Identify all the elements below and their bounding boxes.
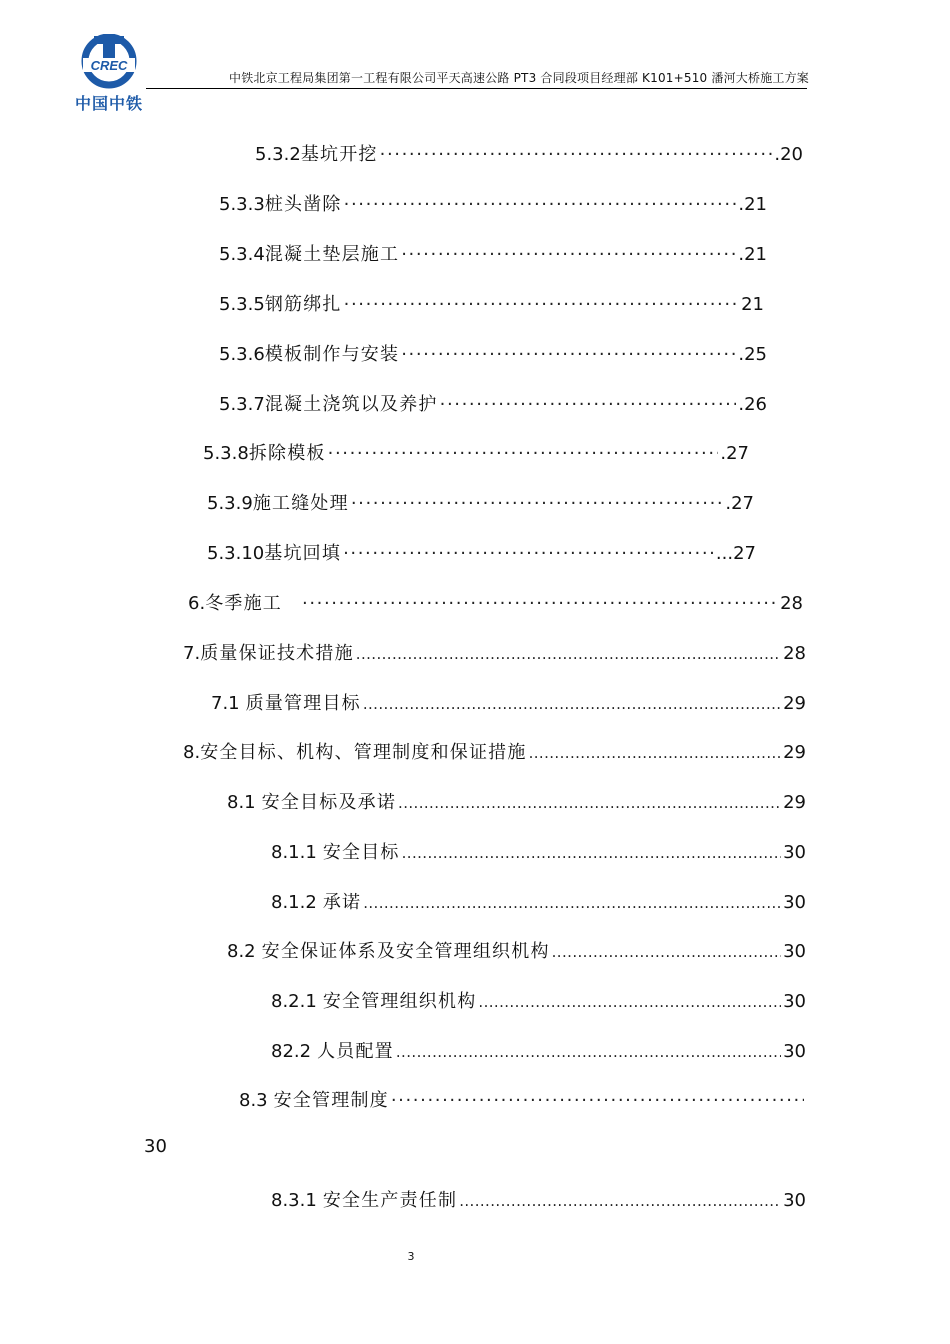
toc-entry[interactable]: [207, 489, 754, 515]
toc-wrapped-page: 30: [144, 1136, 167, 1157]
toc-entry[interactable]: [227, 788, 806, 814]
toc-entry[interactable]: [188, 589, 803, 615]
toc-title: 混凝土浇筑以及养护: [264, 394, 438, 415]
toc-leader: [440, 394, 737, 415]
toc-title: 安全生产责任制: [322, 1190, 458, 1211]
toc-title: 基坑开挖: [300, 144, 378, 165]
logo-text: 中国中铁: [74, 94, 143, 113]
toc-leader: [356, 643, 781, 664]
toc-number: 8.2: [227, 941, 256, 962]
toc-leader: [302, 593, 778, 614]
toc-leader: [343, 543, 714, 564]
toc-page: 21: [741, 294, 764, 315]
toc-leader: [328, 443, 719, 464]
toc-entry[interactable]: [183, 738, 806, 764]
toc-number: 8.3: [239, 1090, 268, 1111]
toc-page: 30: [783, 892, 806, 913]
header-title: 中铁北京工程局集团第一工程有限公司平天高速公路 PT3 合同段项目经理部 K101+510 潘河大桥施工方案: [229, 71, 809, 85]
toc-title: 基坑回填: [264, 543, 342, 564]
toc-entry[interactable]: [219, 390, 767, 416]
toc-page: 30: [783, 941, 806, 962]
toc-number: 8.1.2: [271, 892, 317, 913]
toc-number: 8.1: [227, 792, 256, 813]
toc-number: 8.: [183, 742, 201, 763]
toc-entry[interactable]: [255, 140, 803, 166]
toc-entry[interactable]: [271, 987, 806, 1013]
toc-number: 5.3.5: [219, 294, 265, 315]
toc-leader: [402, 842, 781, 863]
toc-number: 5.3.7: [219, 394, 265, 415]
toc-leader: [344, 194, 737, 215]
toc-title: 钢筋绑扎: [264, 294, 342, 315]
toc-entry[interactable]: [239, 1086, 806, 1112]
toc-number: 7.: [183, 643, 201, 664]
toc-leader: [398, 792, 781, 813]
toc-page: 30: [783, 1041, 806, 1062]
svg-text:CREC: CREC: [90, 58, 128, 73]
toc-entry[interactable]: [271, 838, 806, 864]
toc-entry[interactable]: [219, 290, 764, 316]
toc-entry[interactable]: [271, 888, 806, 914]
toc-number: 5.3.6: [219, 344, 265, 365]
toc-number: 5.3.3: [219, 194, 265, 215]
toc-leader: [391, 1090, 804, 1111]
company-logo: [66, 34, 152, 114]
toc-entry[interactable]: [219, 340, 767, 366]
toc-entry[interactable]: [227, 937, 806, 963]
toc-number: 6.: [188, 593, 206, 614]
toc-title: 人员配置: [317, 1041, 394, 1062]
toc-leader: [396, 1041, 781, 1062]
toc-title: 桩头凿除: [264, 194, 342, 215]
toc-leader: [529, 742, 782, 763]
toc-page: .27: [720, 443, 749, 464]
toc-page: 29: [783, 693, 806, 714]
toc-page: .27: [725, 493, 754, 514]
toc-title: 施工缝处理: [252, 493, 349, 514]
toc-number: 5.3.2: [255, 144, 301, 165]
toc-title: 安全目标及承诺: [261, 792, 397, 813]
toc-number: 5.3.4: [219, 244, 265, 265]
toc-leader: [380, 144, 773, 165]
toc-title: 安全管理组织机构: [322, 991, 477, 1012]
toc-page: .21: [738, 244, 767, 265]
toc-page: 28: [780, 593, 803, 614]
toc-title: 承诺: [322, 892, 362, 913]
toc-title: 冬季施工: [205, 593, 282, 614]
toc-leader: [401, 244, 736, 265]
toc-number: 8.3.1: [271, 1190, 317, 1211]
toc-entry[interactable]: [219, 240, 767, 266]
toc-title: 模板制作与安装: [264, 344, 400, 365]
toc-number: 8.2.1: [271, 991, 317, 1012]
toc-page: 30: [783, 1190, 806, 1211]
toc-entry[interactable]: [271, 1186, 806, 1212]
toc-number: 8.1.1: [271, 842, 317, 863]
toc-title: 质量管理目标: [245, 693, 361, 714]
toc-number: 82.2: [271, 1041, 312, 1062]
toc-page: 30: [783, 842, 806, 863]
toc-leader: [363, 693, 781, 714]
toc-entry[interactable]: [219, 190, 767, 216]
toc-entry[interactable]: [211, 689, 806, 715]
toc-page: 29: [783, 792, 806, 813]
toc-number: 7.1: [211, 693, 240, 714]
toc-title: 拆除模板: [248, 443, 326, 464]
toc-page: .26: [738, 394, 767, 415]
toc-title: 质量保证技术措施: [200, 643, 354, 664]
toc-leader: [401, 344, 736, 365]
toc-entry[interactable]: [183, 639, 806, 665]
toc-number: 5.3.9: [207, 493, 253, 514]
toc-page: .21: [738, 194, 767, 215]
toc-title: 安全目标: [322, 842, 400, 863]
toc-leader: [351, 493, 724, 514]
toc-leader: [363, 892, 781, 913]
toc-entry[interactable]: [203, 439, 749, 465]
toc-entry[interactable]: [207, 539, 756, 565]
toc-title: 混凝土垫层施工: [264, 244, 400, 265]
toc-entry[interactable]: [271, 1037, 806, 1063]
toc-title: 安全目标、机构、管理制度和保证措施: [200, 742, 527, 763]
header-rule: [146, 88, 807, 89]
toc-number: 5.3.10: [207, 543, 265, 564]
toc-leader: [478, 991, 781, 1012]
page-number: 3: [407, 1250, 415, 1263]
toc-leader: [344, 294, 739, 315]
toc-page: 28: [783, 643, 806, 664]
toc-page: ...27: [715, 543, 756, 564]
toc-leader: [552, 941, 781, 962]
toc-leader: [459, 1190, 781, 1211]
toc-title: 安全管理制度: [273, 1090, 389, 1111]
toc-number: 5.3.8: [203, 443, 249, 464]
toc-title: 安全保证体系及安全管理组织机构: [261, 941, 550, 962]
toc-page: 30: [783, 991, 806, 1012]
toc-page: .25: [738, 344, 767, 365]
crec-logo-icon: [74, 34, 144, 90]
toc-page: .20: [774, 144, 803, 165]
toc-page: 29: [783, 742, 806, 763]
